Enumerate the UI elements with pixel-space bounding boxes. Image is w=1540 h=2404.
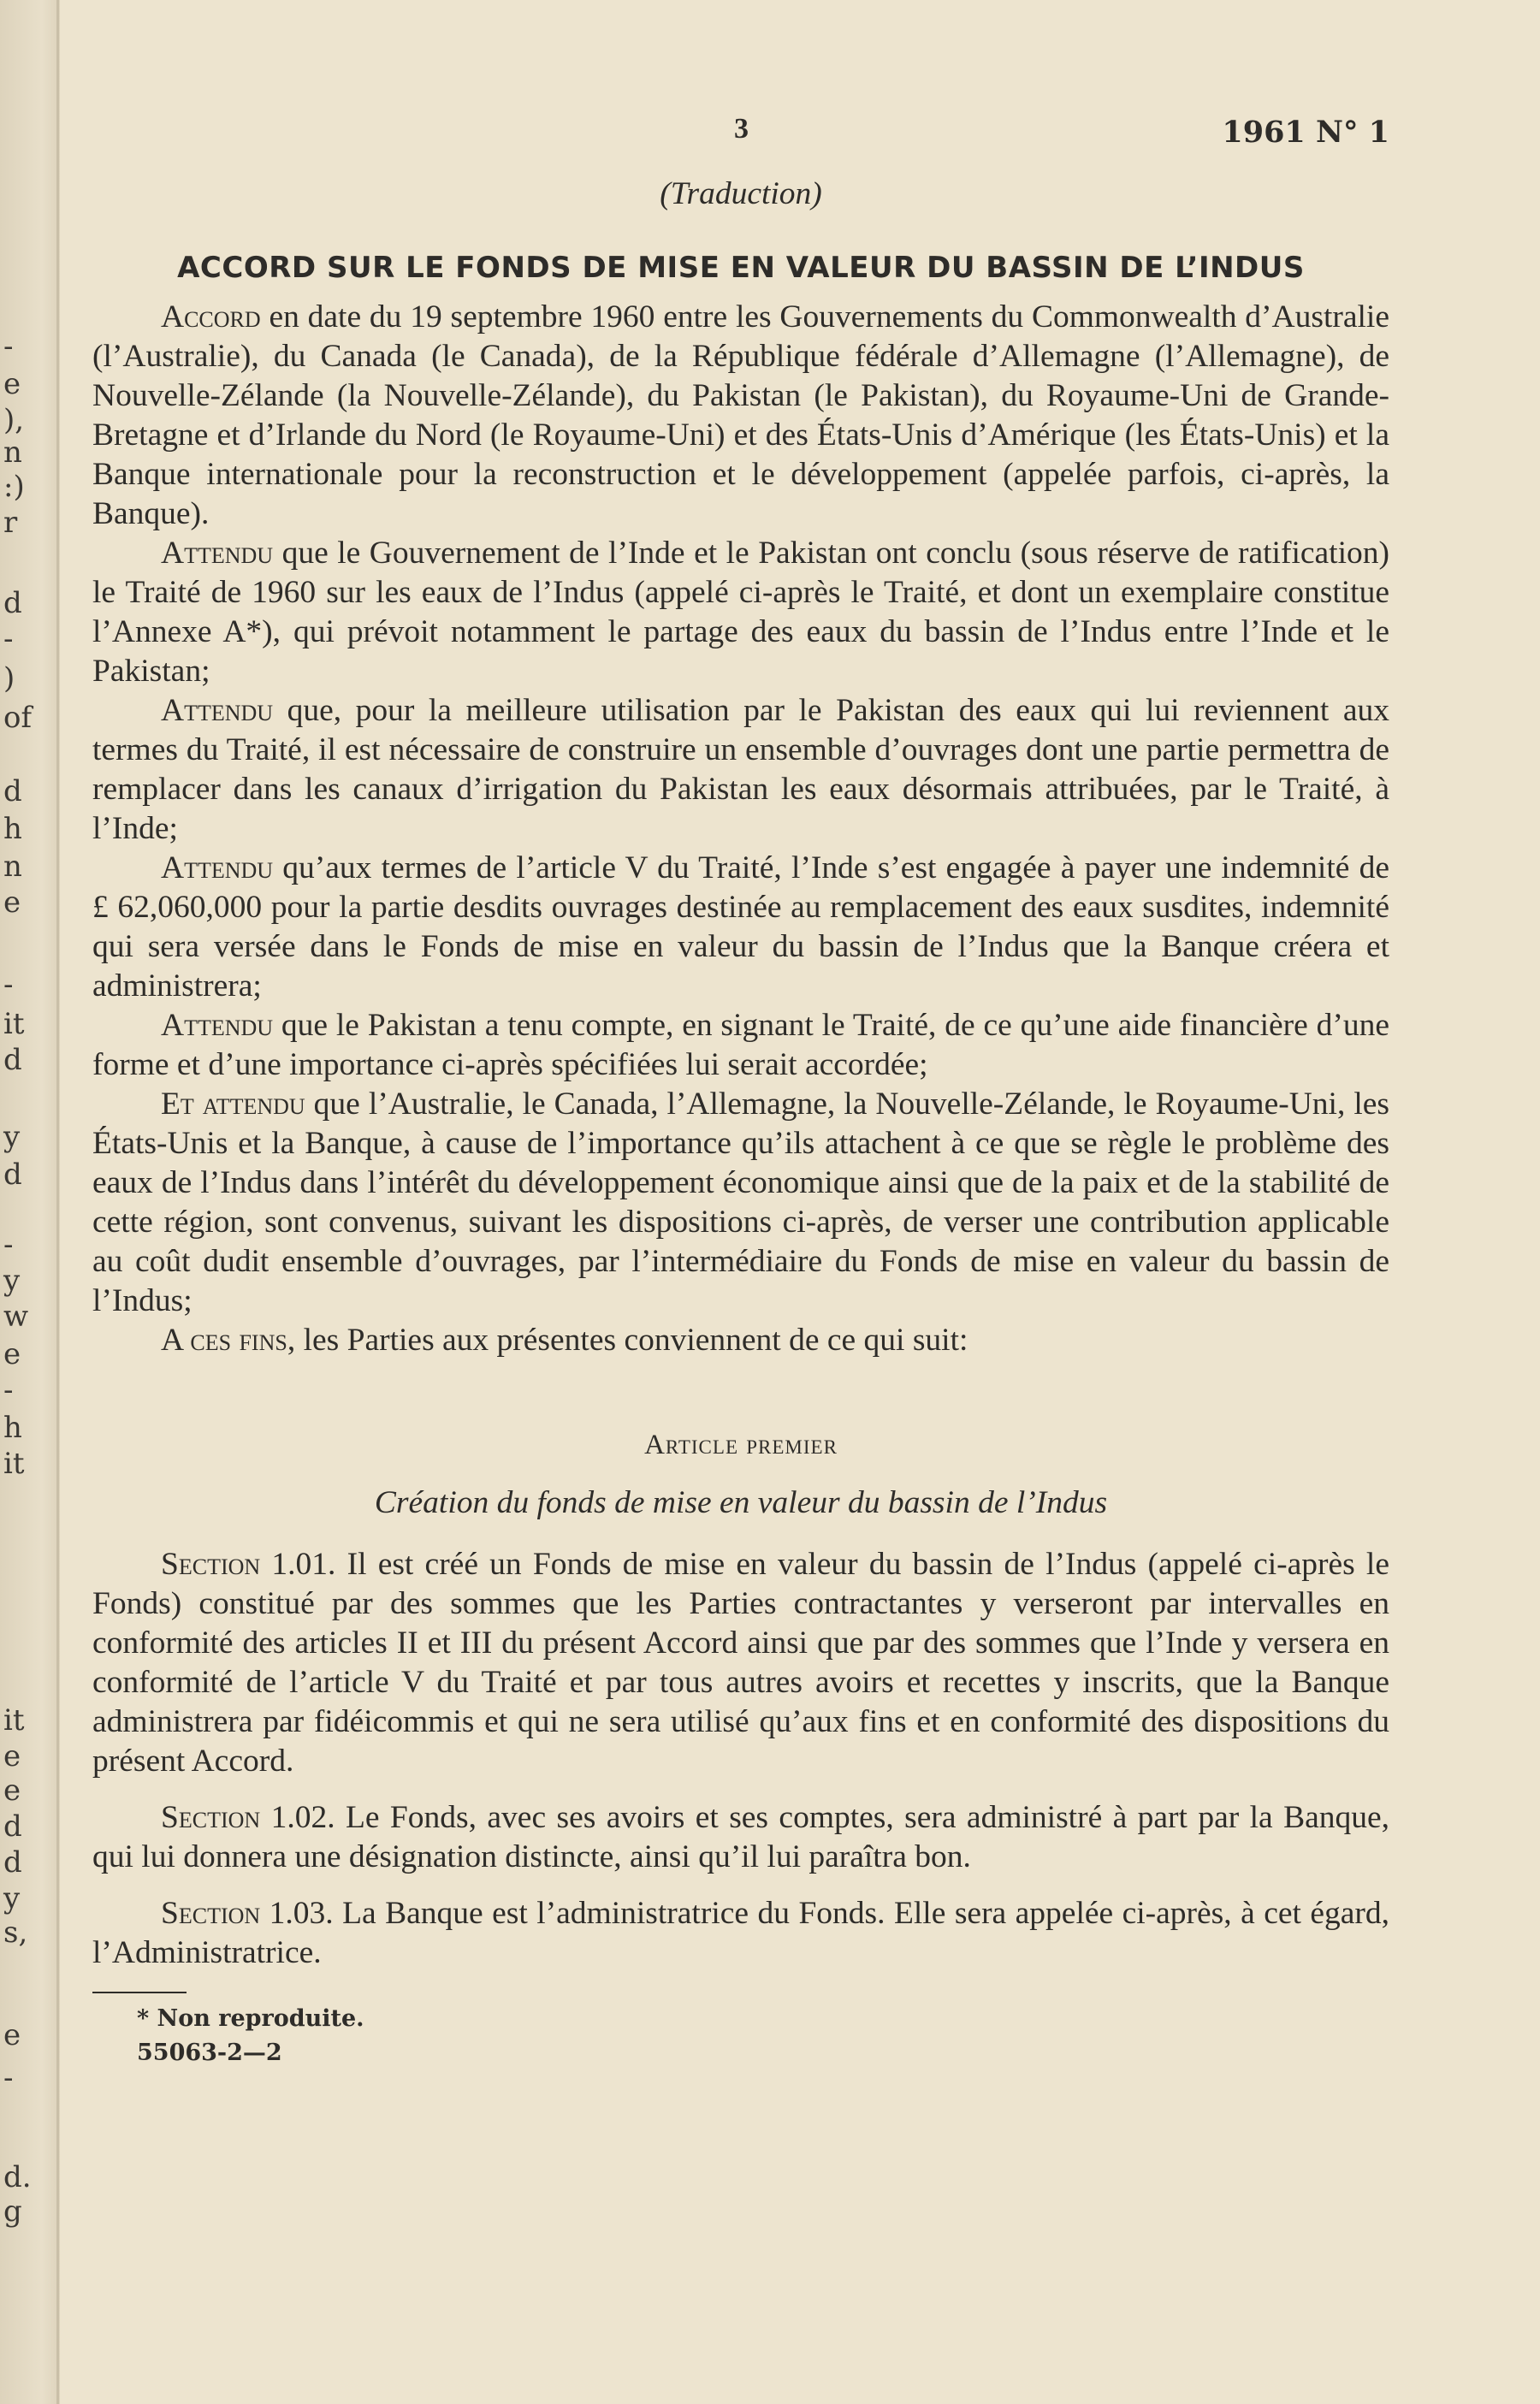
section-paragraph: Section 1.01. Il est créé un Fonds de mise en valeur du bassin de l’Indus (appelé ci-après le Fonds) constitué par des sommes que les Parties contractantes y verseront par intervalles en conformité des articles II et III du présent Accord ainsi que par des sommes que l’Inde y versera en conformité de l’article V du Traité et par tous autres avoirs et recettes y inscrits, que la Banque administrera par fidéicommis et qui ne sera utilisé qu’aux fins et en conformité des dispositions du présent Accord.: [92, 1547, 1389, 1779]
edge-fragment: it: [3, 1703, 25, 1738]
edge-fragment: e: [3, 1337, 21, 1371]
section-paragraph: Section 1.02. Le Fonds, avec ses avoirs et ses comptes, sera administré à part par la Banque, qui lui donnera une désignation distincte, ainsi qu’il lui paraîtra bon.: [92, 1800, 1389, 1874]
footnote: * Non reproduite.: [137, 2005, 364, 2032]
preamble: [92, 298, 1389, 1360]
edge-fragment: d: [3, 774, 22, 808]
page-header: [92, 101, 1389, 169]
print-code: 55063-2—2: [137, 2040, 282, 2066]
edge-fragment: -: [3, 622, 14, 656]
issue-number: 1961 N° 1: [1222, 115, 1389, 150]
preamble-paragraph: Et attendu que l’Australie, le Canada, l’Allemagne, la Nouvelle-Zélande, le Royaume-Uni, les États-Unis et la Banque, à cause de l’importance qu’ils attachent à ce que se règle le problème des eaux de l’Indus dans l’intérêt du développement économique ainsi que de la paix et de la stabilité de cette région, sont convenus, suivant les dispositions ci-après, de verser une contribution applicable au coût dudit ensemble d’ouvrages, par l’intermédiaire du Fonds de mise en valeur du bassin de l’Indus;: [92, 1087, 1389, 1318]
article-heading: Article premier: [644, 1430, 838, 1460]
edge-fragment: y: [3, 1120, 21, 1154]
preamble-paragraph: Attendu que, pour la meilleure utilisation par le Pakistan des eaux qui lui reviennent aux termes du Traité, il est nécessaire de construire un ensemble d’ouvrages dont une partie permettra de remplacer dans les canaux d’irrigation du Pakistan les eaux désormais attribuées, par le Traité, à l’Inde;: [92, 693, 1389, 846]
preamble-paragraph: A ces fins, les Parties aux présentes conviennent de ce qui suit:: [161, 1323, 968, 1358]
edge-fragment: y: [3, 1264, 21, 1298]
preamble-paragraph: Attendu que le Gouvernement de l’Inde et le Pakistan ont conclu (sous réserve de ratification) le Traité de 1960 sur les eaux de l’Indus (appelé ci-après le Traité, et dont un exemplaire constitue l’Annexe A*), qui prévoit notamment le partage des eaux du bassin de l’Indus entre l’Inde et le Pakistan;: [92, 536, 1389, 689]
edge-fragment: it: [3, 1447, 25, 1481]
edge-fragment: d.: [3, 2160, 32, 2194]
edge-fragment: e: [3, 1773, 21, 1808]
edge-fragment: y: [3, 1881, 21, 1916]
edge-fragment: r: [3, 506, 18, 540]
edge-fragment: :): [3, 470, 25, 504]
edge-fragment: d: [3, 586, 22, 620]
section-paragraph: Section 1.03. La Banque est l’administratrice du Fonds. Elle sera appelée ci-après, à cet égard, l’Administratrice.: [92, 1896, 1390, 1970]
footnote-rule: [92, 1992, 187, 1993]
page-number: 3: [734, 113, 749, 145]
edge-fragment: e: [3, 2018, 21, 2052]
edge-fragment: n: [3, 850, 22, 884]
edge-fragment: -: [3, 968, 14, 1002]
edge-fragment: it: [3, 1007, 25, 1041]
edge-fragment: d: [3, 1845, 22, 1880]
edge-fragment: ),: [3, 403, 25, 437]
edge-fragment: d: [3, 1158, 22, 1192]
edge-fragment: w: [3, 1300, 29, 1334]
edge-fragment: ): [3, 661, 15, 696]
edge-fragment: d: [3, 1809, 22, 1844]
binding-edge: [56, 0, 59, 2404]
edge-fragment: -: [3, 329, 14, 364]
edge-fragment: g: [3, 2194, 22, 2229]
edge-fragment: of: [3, 701, 33, 735]
preamble-paragraph: Attendu qu’aux termes de l’article V du Traité, l’Inde s’est engagée à payer une indemnité de £ 62,060,000 pour la partie desdits ouvrages destinée au remplacement des eaux susdites, indemnité qui sera versée dans le Fonds de mise en valeur du bassin de l’Indus que la Banque créera et administrera;: [92, 850, 1389, 1004]
edge-fragment: d: [3, 1043, 22, 1077]
edge-fragment: h: [3, 812, 22, 846]
edge-fragment: h: [3, 1411, 22, 1445]
edge-fragment: -: [3, 2061, 14, 2095]
preamble-paragraph: Attendu que le Pakistan a tenu compte, en signant le Traité, de ce qu’une aide financière d’une forme et d’une importance ci-après spécifiées lui serait accordée;: [92, 1008, 1389, 1082]
article-subtitle: Création du fonds de mise en valeur du bassin de l’Indus: [374, 1485, 1108, 1520]
edge-fragment: n: [3, 435, 22, 470]
edge-fragment: s,: [3, 1916, 28, 1950]
preamble-paragraph: Accord en date du 19 septembre 1960 entre les Gouvernements du Commonwealth d’Australie (l’Australie), du Canada (le Canada), de la République fédérale d’Allemagne (l’Allemagne), de Nouvelle-Zélande (la Nouvelle-Zélande), du Pakistan (le Pakistan), du Royaume-Uni de Grande-Bretagne et d’Irlande du Nord (le Royaume-Uni) et des États-Unis d’Amérique (les États-Unis) et la Banque internationale pour la reconstruction et le développement (appelée parfois, ci-après, la Banque).: [92, 299, 1389, 531]
document-page: [92, 101, 1389, 2070]
document-title: ACCORD SUR LE FONDS DE MISE EN VALEUR DU BASSIN DE L’INDUS: [177, 251, 1305, 285]
edge-fragment: -: [3, 1228, 14, 1262]
edge-fragment: -: [3, 1373, 14, 1407]
edge-fragment: e: [3, 367, 21, 401]
translation-note: (Traduction): [660, 176, 822, 211]
edge-fragment: e: [3, 885, 21, 920]
edge-fragment: e: [3, 1739, 21, 1773]
